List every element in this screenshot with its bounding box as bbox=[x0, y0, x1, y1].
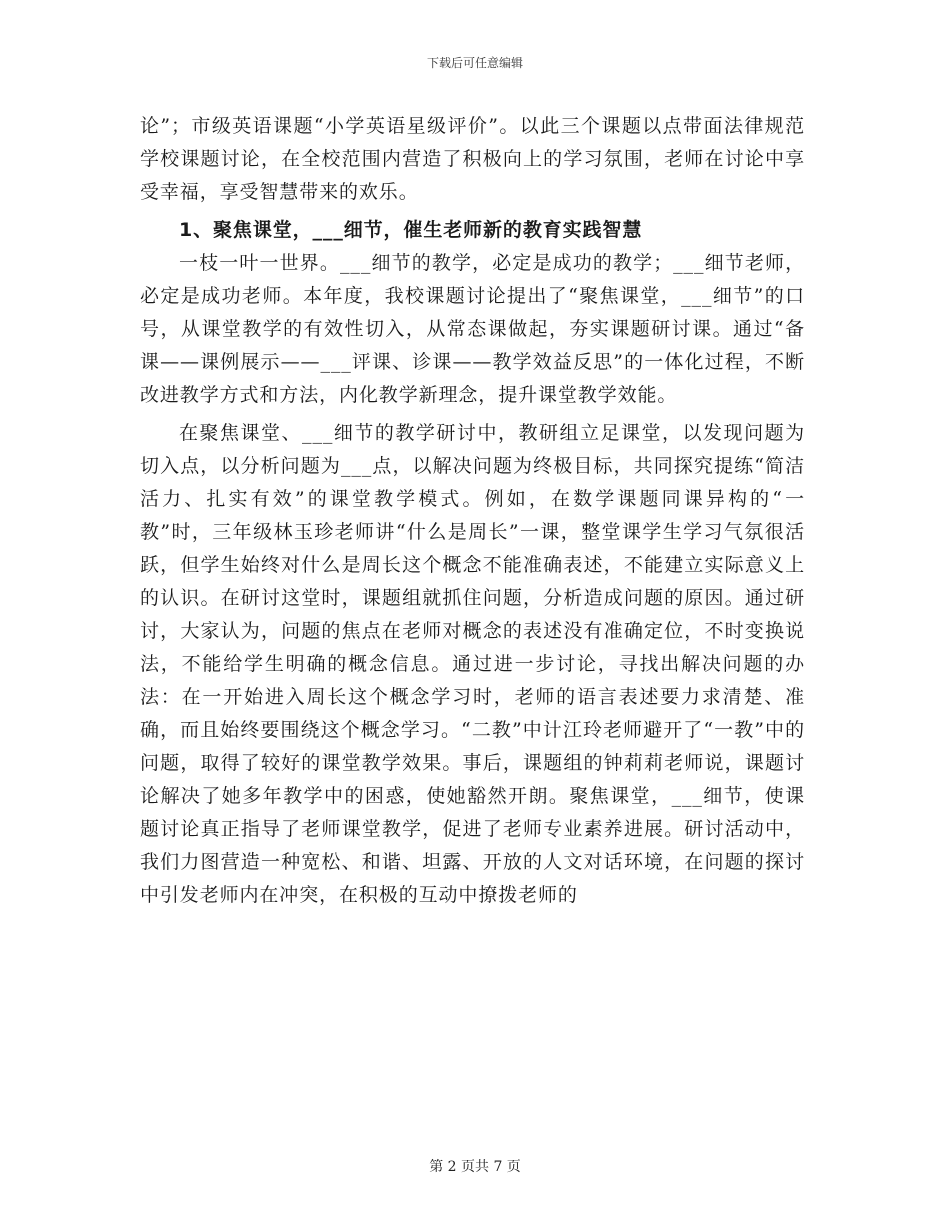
paragraph-section-intro: 一枝一叶一世界。___细节的教学，必定是成功的教学；___细节老师，必定是成功老师。本年度，我校课题讨论提出了“聚焦课堂，___细节”的口号，从课堂教学的有效性切入，从常态课做起，夯实课题研讨课。通过“备课——课例展示——___评课、诊课——教学效益反思”的一体化过程，不断改进教学方式和方法，内化教学新理念，提升课堂教学效能。 bbox=[140, 252, 805, 406]
section-heading: 1、聚焦课堂，___细节，催生老师新的教育实践智慧 bbox=[179, 219, 643, 241]
page-number: 第 2 页共 7 页 bbox=[429, 1159, 521, 1175]
paragraph-case-study: 在聚焦课堂、___细节的教学研讨中，教研组立足课堂，以发现问题为切入点，以分析问题为___点，以解决问题为终极目标，共同探究提练“简洁活力、扎实有效”的课堂教学模式。例如，在数学课题同课异构的“一教”时，三年级林玉珍老师讲“什么是周长”一课，整堂课学生学习气氛很活跃，但学生始终对什么是周长这个概念不能准确表述，不能建立实际意义上的认识。在研讨这堂时，课题组就抓住问题，分析造成问题的原因。通过研讨，大家认为，问题的焦点在老师对概念的表述没有准确定位，不时变换说法，不能给学生明确的概念信息。通过进一步讨论，寻找出解决问题的办法：在一开始进入周长这个概念学习时，老师的语言表述要力求清楚、准确，而且始终要围绕这个概念学习。“二教”中计江玲老师避开了“一教”中的问题，取得了较好的课堂教学效果。事后，课题组的钟莉莉老师说，课题讨论解决了她多年教学中的困惑，使她豁然开朗。聚焦课堂，___细节，使课题讨论真正指导了老师课堂教学，促进了老师专业素养进展。研讨活动中，我们力图营造一种宽松、和谐、坦露、开放的人文对话环境，在问题的探讨中引发老师内在冲突，在积极的互动中撩拨老师的 bbox=[140, 422, 805, 906]
document-body bbox=[140, 110, 805, 917]
page-header-note: 下载后可任意编辑 bbox=[426, 56, 523, 70]
paragraph-intro: 论”；市级英语课题“小学英语星级评价”。以此三个课题以点带面法律规范学校课题讨论，在全校范围内营造了积极向上的学习氛围，老师在讨论中享受幸福，享受智慧带来的欢乐。 bbox=[140, 115, 805, 203]
